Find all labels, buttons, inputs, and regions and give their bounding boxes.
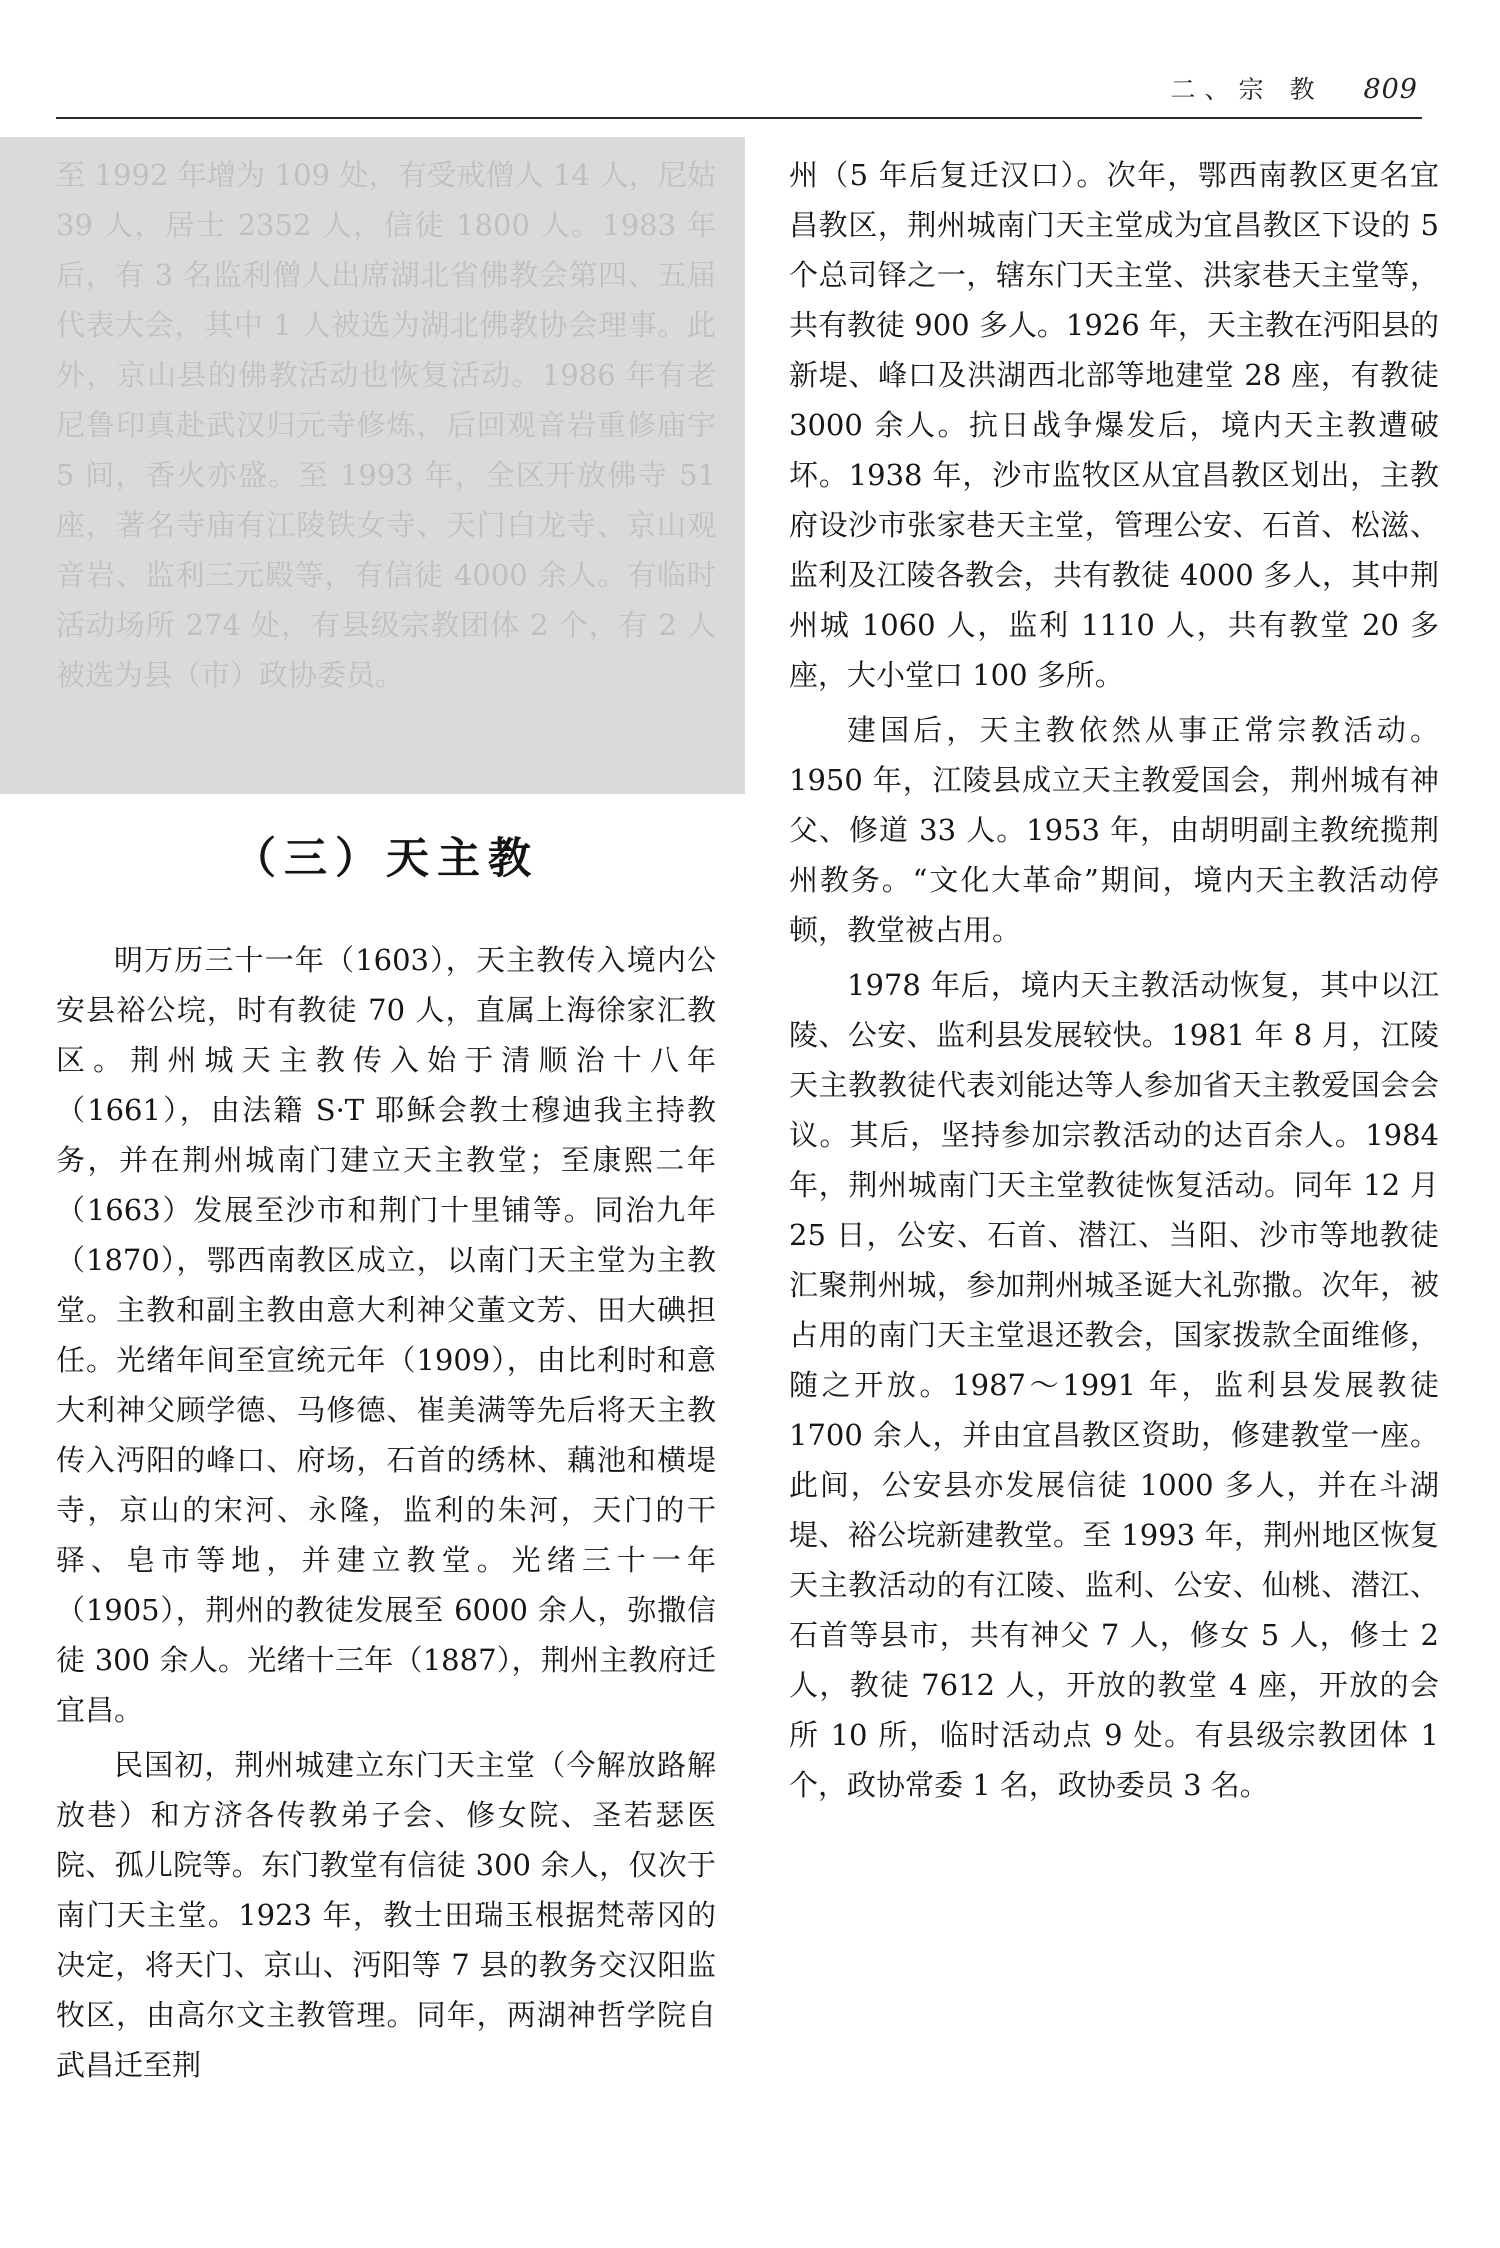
left-column <box>56 935 716 2095</box>
paragraph: 民国初，荆州城建立东门天主堂（今解放路解放巷）和方济各传教弟子会、修女院、圣若瑟医院、孤儿院等。东门教堂有信徒 300 余人，仅次于南门天主堂。1923 年，教士田瑞玉根据梵蒂冈的决定，将天门、京山、沔阳等 7 县的教务交汉阳监牧区，由高尔文主教管理。同年，两湖神哲学院自武昌迁至荆 <box>56 1748 716 2082</box>
shaded-paragraph: 至 1992 年增为 109 处，有受戒僧人 14 人，尼姑 39 人，居士 2352 人，信徒 1800 人。1983 年后，有 3 名监利僧人出席湖北省佛教会第四、五届代表大会，其中 1 人被选为湖北佛教协会理事。此外，京山县的佛教活动也恢复活动。1986 年有老尼鲁印真赴武汉归元寺修炼，后回观音岩重修庙宇 5 间，香火亦盛。至 1993 年，全区开放佛寺 51 座，著名寺庙有江陵铁女寺、天门白龙寺、京山观音岩、监利三元殿等，有信徒 4000 余人。有临时活动场所 274 处，有县级宗教团体 2 个，有 2 人被选为县（市）政协委员。 <box>56 158 716 692</box>
section-title: （三）天主教 <box>233 834 539 884</box>
page-number: 809 <box>1363 74 1418 105</box>
header-section: 二、宗 教 <box>1170 75 1324 104</box>
running-header <box>1171 70 1419 110</box>
paragraph: 1978 年后，境内天主教活动恢复，其中以江陵、公安、监利县发展较快。1981 年 8 月，江陵天主教教徒代表刘能达等人参加省天主教爱国会会议。其后，坚持参加宗教活动的达百余人。1984 年，荆州城南门天主堂教徒恢复活动。同年 12 月 25 日，公安、石首、潜江、当阳、沙市等地教徒汇聚荆州城，参加荆州城圣诞大礼弥撒。次年，被占用的南门天主堂退还教会，国家拨款全面维修，随之开放。1987～1991 年，监利县发展教徒 1700 余人，并由宜昌教区资助，修建教堂一座。此间，公安县亦发展信徒 1000 多人，并在斗湖堤、裕公垸新建教堂。至 1993 年，荆州地区恢复天主教活动的有江陵、监利、公安、仙桃、潜江、石首等县市，共有神父 7 人，修女 5 人，修士 2 人，教徒 7612 人，开放的教堂 4 座，开放的会所 10 所，临时活动点 9 处。有县级宗教团体 1 个，政协常委 1 名，政协委员 3 名。 <box>789 968 1439 1802</box>
paragraph-continued: 州（5 年后复迁汉口）。次年，鄂西南教区更名宜昌教区，荆州城南门天主堂成为宜昌教区下设的 5 个总司铎之一，辖东门天主堂、洪家巷天主堂等，共有教徒 900 多人。1926 年，天主教在沔阳县的新堤、峰口及洪湖西北部等地建堂 28 座，有教徒 3000 余人。抗日战争爆发后，境内天主教遭破坏。1938 年，沙市监牧区从宜昌教区划出，主教府设沙市张家巷天主堂，管理公安、石首、松滋、监利及江陵各教会，共有教徒 4000 多人，其中荆州城 1060 人，监利 1110 人，共有教堂 20 多座，大小堂口 100 多所。 <box>789 158 1439 692</box>
right-column <box>789 150 1439 1815</box>
paragraph: 明万历三十一年（1603），天主教传入境内公安县裕公垸，时有教徒 70 人，直属上海徐家汇教区。荆州城天主教传入始于清顺治十八年（1661），由法籍 S·T 耶稣会教士穆迪我主持教务，并在荆州城南门建立天主教堂；至康熙二年（1663）发展至沙市和荆门十里铺等。同治九年（1870），鄂西南教区成立，以南门天主堂为主教堂。主教和副主教由意大利神父董文芳、田大碘担任。光绪年间至宣统元年（1909），由比利时和意大利神父顾学德、马修德、崔美满等先后将天主教传入沔阳的峰口、府场，石首的绣林、藕池和横堤寺，京山的宋河、永隆，监利的朱河，天门的干驿、皂市等地，并建立教堂。光绪三十一年（1905），荆州的教徒发展至 6000 余人，弥撒信徒 300 余人。光绪十三年（1887），荆州主教府迁宜昌。 <box>56 943 716 1727</box>
paragraph: 建国后，天主教依然从事正常宗教活动。1950 年，江陵县成立天主教爱国会，荆州城有神父、修道 33 人。1953 年，由胡明副主教统揽荆州教务。“文化大革命”期间，境内天主教活动停顿，教堂被占用。 <box>789 713 1439 947</box>
header-rule <box>56 117 1422 119</box>
